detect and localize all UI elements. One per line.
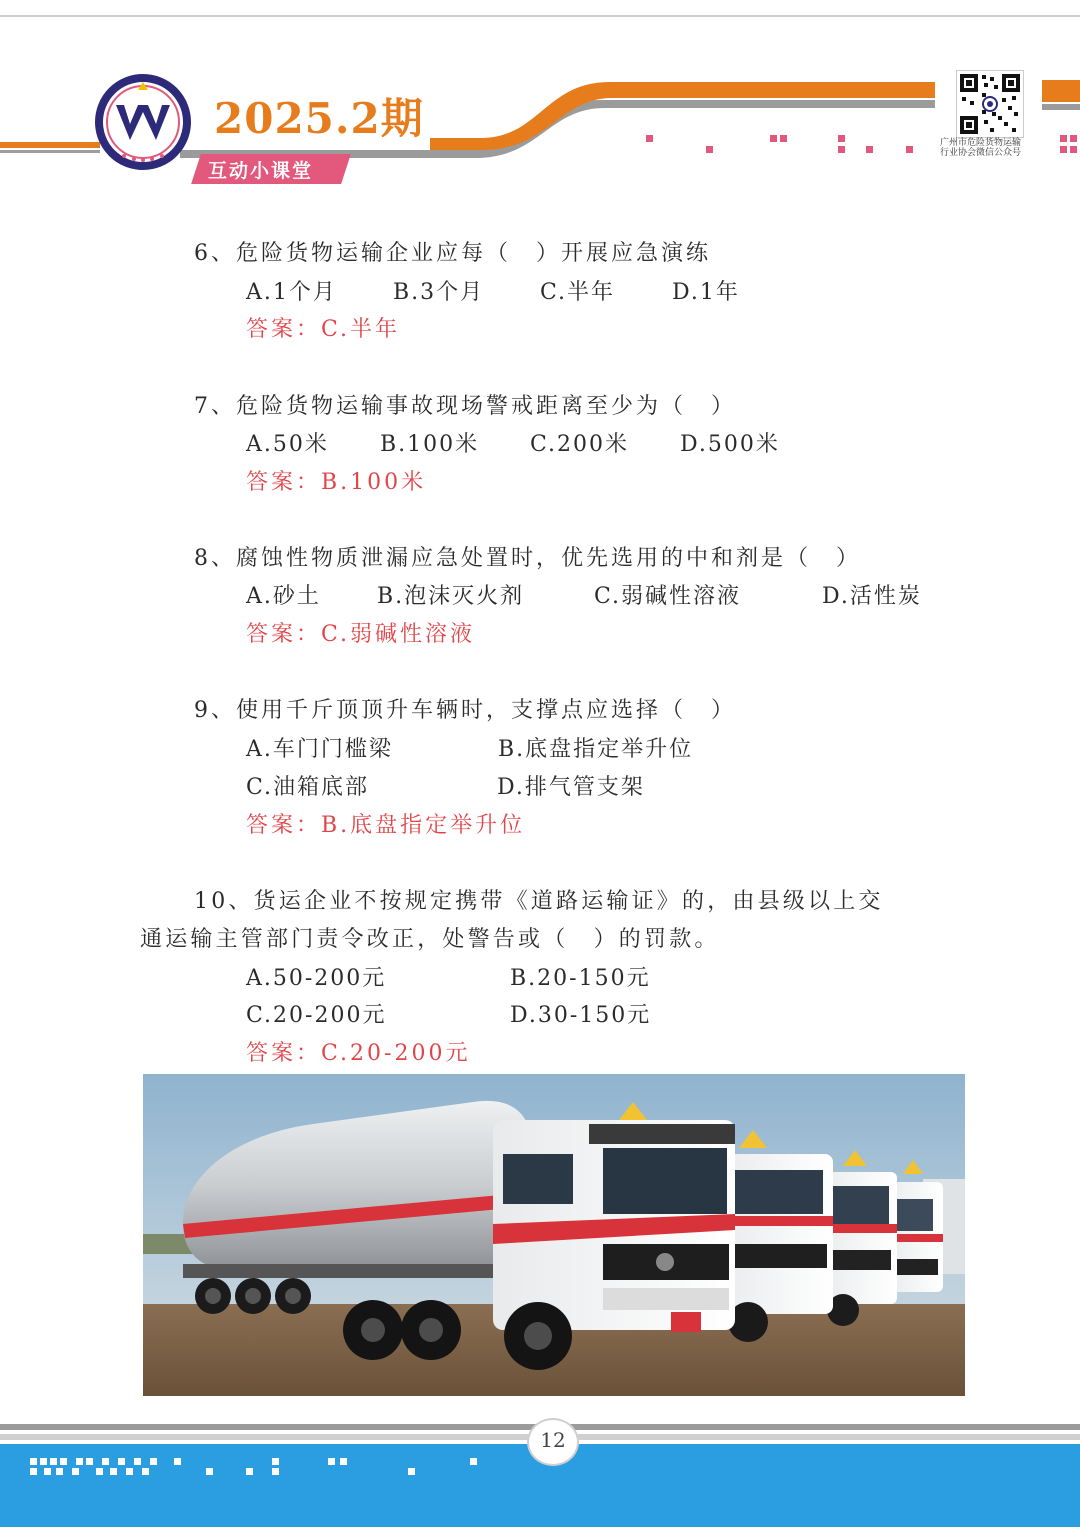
question-7-option-d: D.500米 [680, 432, 780, 457]
question-9-option-c: C.油箱底部 [246, 775, 370, 800]
question-8-stem: 8、腐蚀性物质泄漏应急处置时，优先选用的中和剂是（ ） [194, 546, 861, 571]
question-7-option-c: C.200米 [530, 432, 630, 457]
tanker-trucks-illustration [143, 1074, 965, 1396]
question-9-option-a: A.车门门槛梁 [246, 737, 393, 762]
question-10-stem-line1: 10、货运企业不按规定携带《道路运输证》的，由县级以上交 [194, 889, 884, 914]
qr-caption [940, 138, 1040, 158]
qr-caption-line2: 行业协会微信公众号 [940, 148, 1022, 158]
question-6-answer: 答案：C.半年 [246, 317, 401, 342]
question-6-option-d: D.1年 [672, 280, 740, 305]
question-9-option-d: D.排气管支架 [497, 775, 645, 800]
question-10-option-a: A.50-200元 [246, 966, 387, 991]
question-7-option-b: B.100米 [380, 432, 480, 457]
question-10-option-d: D.30-150元 [510, 1003, 652, 1028]
question-6-option-c: C.半年 [540, 280, 616, 305]
question-8-option-c: C.弱碱性溶液 [594, 584, 742, 609]
question-8-option-d: D.活性炭 [822, 584, 922, 609]
question-7-option-a: A.50米 [246, 432, 329, 457]
question-8-option-b: B.泡沫灭火剂 [377, 584, 525, 609]
question-10-option-b: B.20-150元 [510, 966, 651, 991]
question-9-stem: 9、使用千斤顶顶升车辆时，支撑点应选择（ ） [194, 698, 736, 723]
question-10-answer: 答案：C.20-200元 [246, 1041, 471, 1066]
question-9-answer: 答案：B.底盘指定举升位 [246, 813, 526, 838]
question-8-answer: 答案：C.弱碱性溶液 [246, 622, 476, 647]
qr-code-icon [957, 71, 1023, 137]
question-10-stem-line2: 通运输主管部门责令改正，处警告或（ ）的罚款。 [140, 927, 720, 952]
header-decoration [0, 0, 1080, 200]
qr-caption-line1: 广州市危险货物运输 [940, 138, 1022, 148]
question-7-answer: 答案：B.100米 [246, 470, 427, 495]
page-number: 12 [540, 1428, 566, 1452]
question-10-option-c: C.20-200元 [246, 1003, 387, 1028]
section-tag: 互动小课堂 [208, 160, 314, 182]
question-9-option-b: B.底盘指定举升位 [498, 737, 694, 762]
issue-title: 2025.2期 [214, 94, 424, 143]
question-6-stem: 6、危险货物运输企业应每（ ）开展应急演练 [194, 241, 711, 266]
question-6-option-b: B.3个月 [393, 280, 485, 305]
page-header [0, 0, 1080, 200]
association-logo [99, 78, 187, 166]
question-6-option-a: A.1个月 [246, 280, 337, 305]
question-8-option-a: A.砂土 [246, 584, 321, 609]
wechat-qr-code [956, 70, 1024, 138]
tanker-trucks-photo [143, 1074, 965, 1396]
question-7-stem: 7、危险货物运输事故现场警戒距离至少为（ ） [194, 394, 736, 419]
